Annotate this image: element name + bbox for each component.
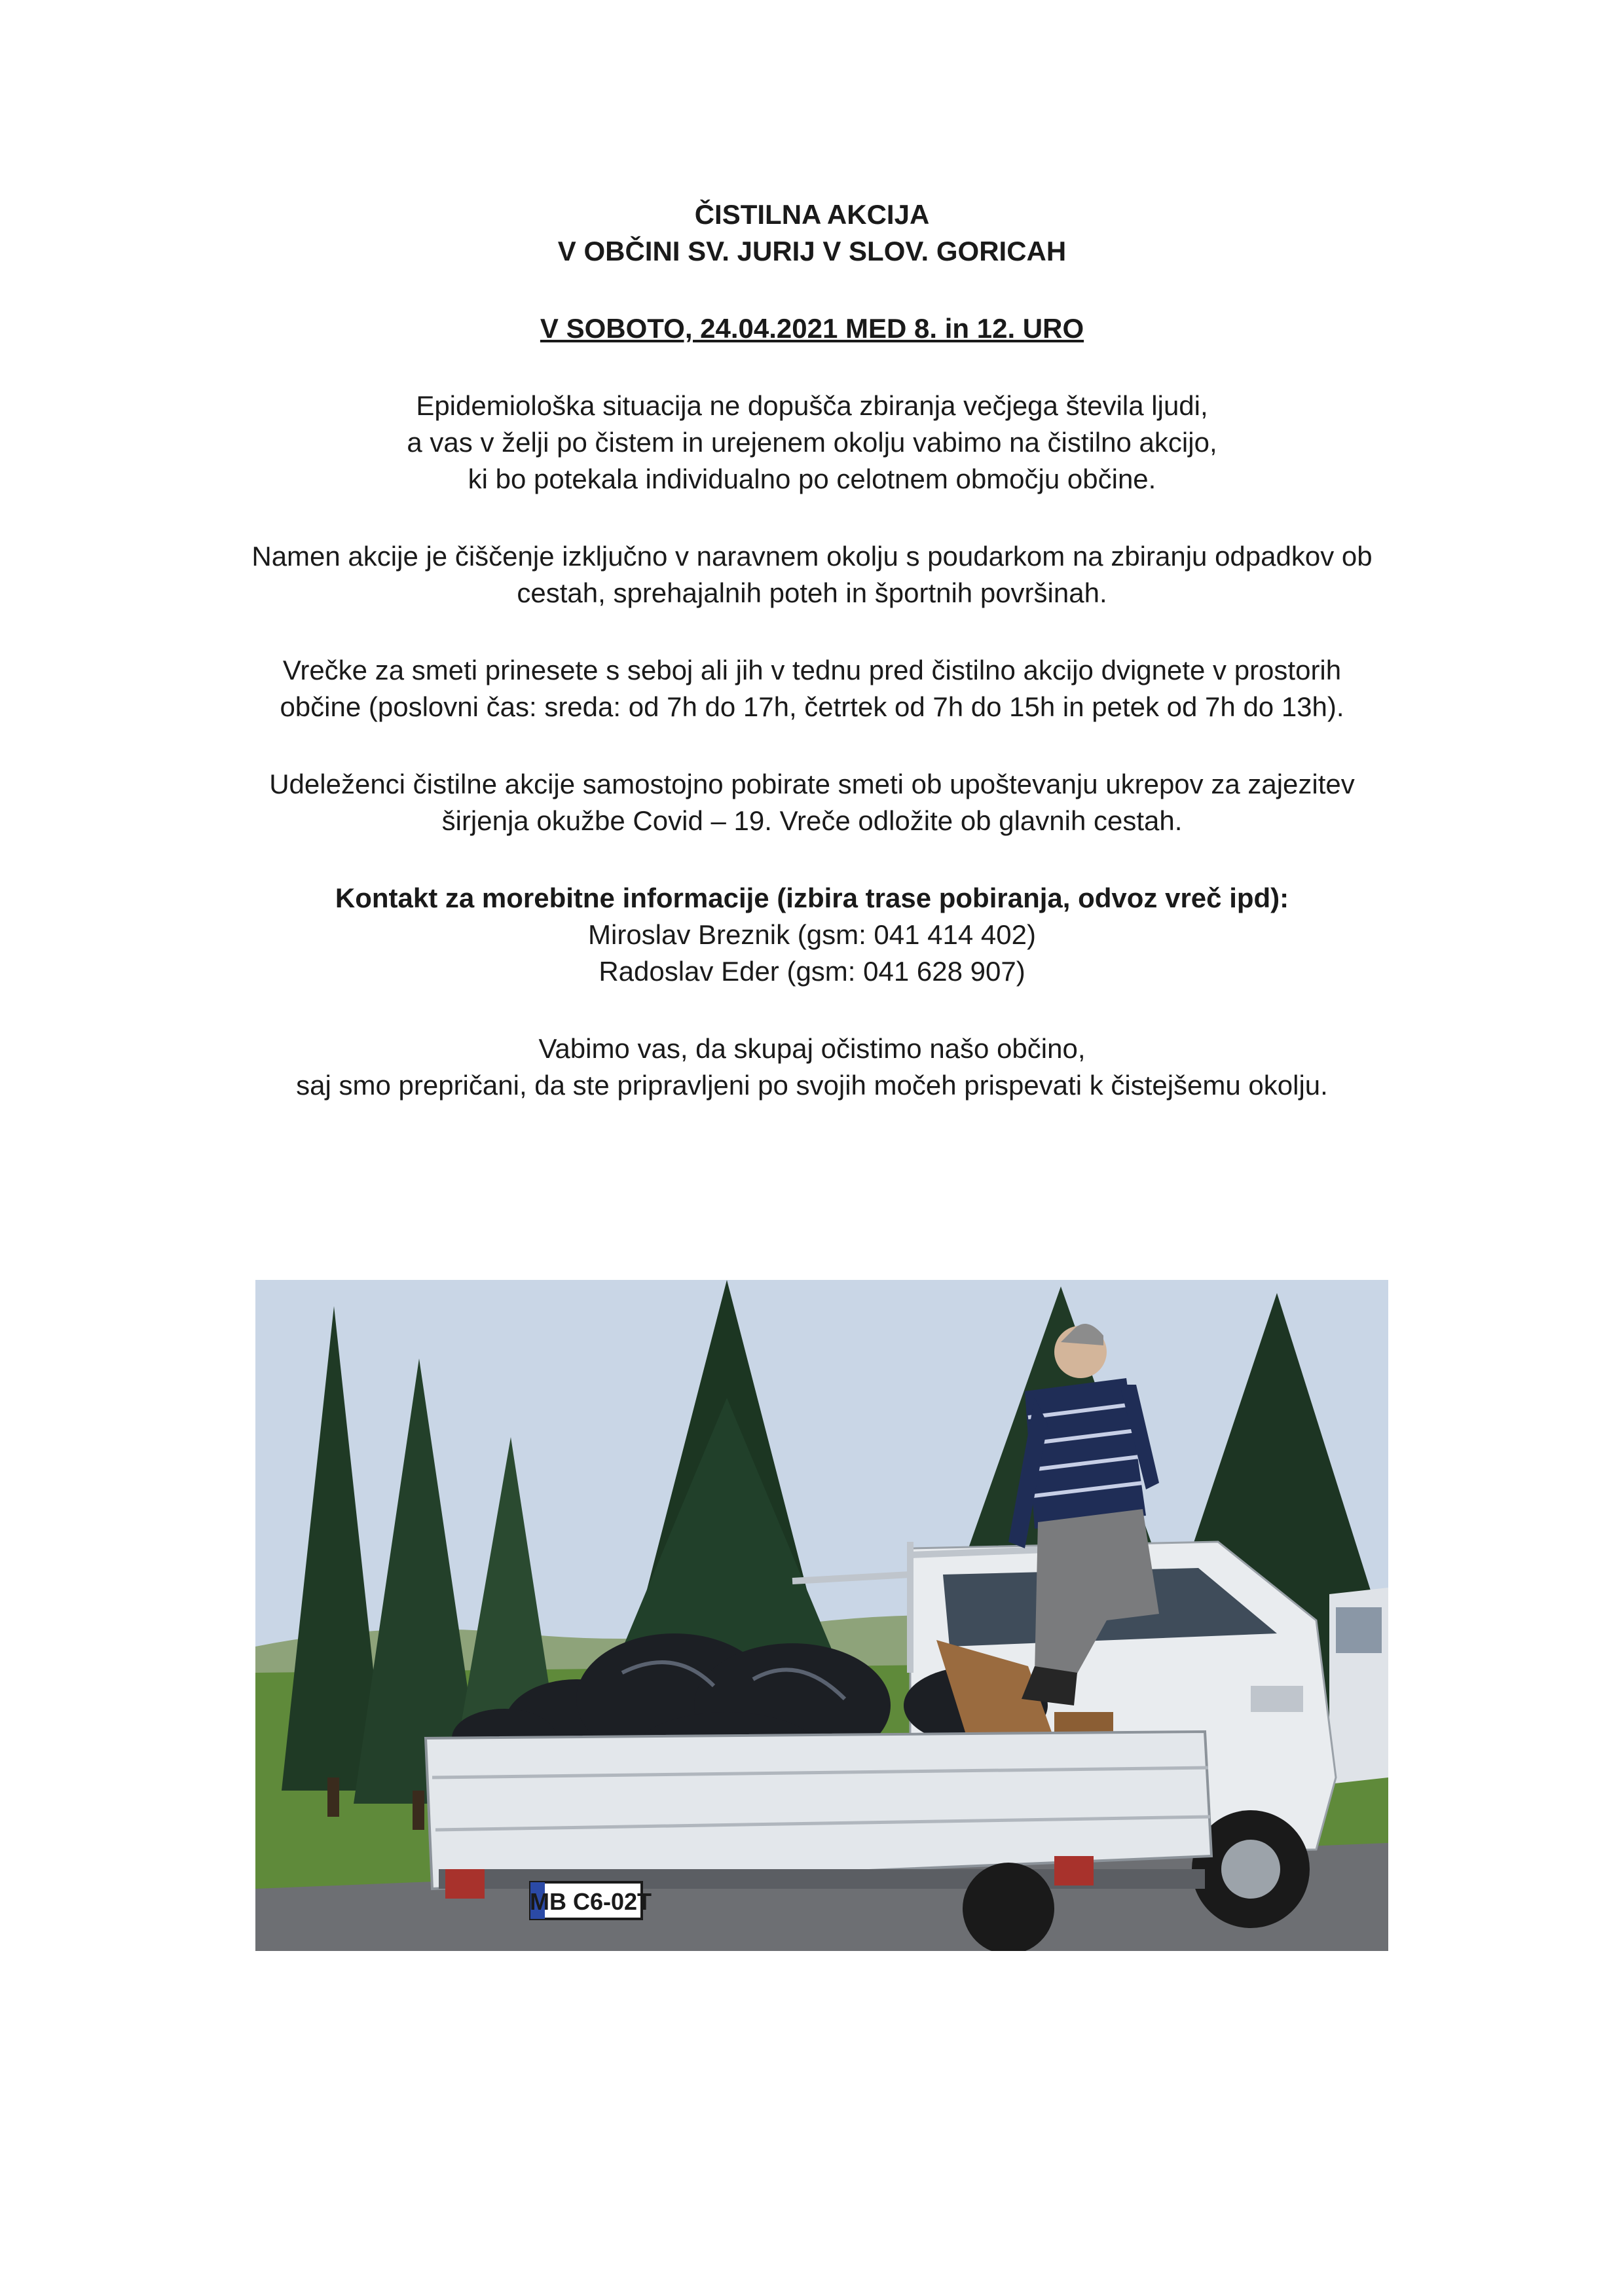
paragraph-line: Udeleženci čistilne akcije samostojno pobirate smeti ob upoštevanju ukrepov za zajezitev bbox=[269, 769, 1355, 799]
contact-person-2: Radoslav Eder (gsm: 041 628 907) bbox=[599, 956, 1025, 987]
paragraph-line: a vas v želji po čistem in urejenem okolju vabimo na čistilno akcijo, bbox=[407, 427, 1217, 458]
paragraph-line: Vrečke za smeti prinesete s seboj ali jih v tednu pred čistilno akcijo dvignete v prostorih bbox=[282, 655, 1342, 685]
title-line-2: V OBČINI SV. JURIJ V SLOV. GORICAH bbox=[557, 236, 1067, 266]
paragraph-bags bbox=[157, 652, 1467, 725]
event-date: V SOBOTO, 24.04.2021 MED 8. in 12. URO bbox=[540, 313, 1084, 344]
closing-line: Vabimo vas, da skupaj očistimo našo občino, bbox=[538, 1033, 1086, 1064]
paragraph-line: občine (poslovni čas: sreda: od 7h do 17h, četrtek od 7h do 15h in petek od 7h do 13h). bbox=[280, 691, 1344, 722]
paragraph-line: Epidemiološka situacija ne dopušča zbiranja večjega števila ljudi, bbox=[416, 390, 1208, 421]
paragraph-intro bbox=[157, 388, 1467, 498]
paragraph-line: širjenja okužbe Covid – 19. Vreče odložite ob glavnih cestah. bbox=[441, 805, 1183, 836]
truck-with-garbage-bags-image bbox=[255, 1280, 1388, 1951]
parked-car bbox=[1329, 1588, 1388, 1784]
closing-block bbox=[157, 1030, 1467, 1104]
contact-block bbox=[157, 880, 1467, 990]
contact-person-1: Miroslav Breznik (gsm: 041 414 402) bbox=[588, 919, 1036, 950]
paragraph-line: ki bo potekala individualno po celotnem območju občine. bbox=[468, 464, 1156, 494]
paragraph-purpose bbox=[157, 538, 1467, 611]
paragraph-participants bbox=[157, 766, 1467, 839]
cleanup-photo bbox=[255, 1280, 1388, 1951]
license-plate-text: MB C6-02T bbox=[529, 1888, 652, 1915]
title-line-1: ČISTILNA AKCIJA bbox=[694, 199, 930, 230]
closing-line: saj smo prepričani, da ste pripravljeni po svojih močeh prispevati k čistejšemu okolju. bbox=[296, 1070, 1328, 1101]
paragraph-line: Namen akcije je čiščenje izključno v naravnem okolju s poudarkom na zbiranju odpadkov ob bbox=[251, 541, 1373, 572]
contact-heading: Kontakt za morebitne informacije (izbira trase pobiranja, odvoz vreč ipd): bbox=[335, 883, 1289, 913]
document-body bbox=[157, 196, 1467, 1104]
license-plate bbox=[530, 1882, 652, 1919]
paragraph-line: cestah, sprehajalnih poteh in športnih površinah. bbox=[517, 577, 1107, 608]
